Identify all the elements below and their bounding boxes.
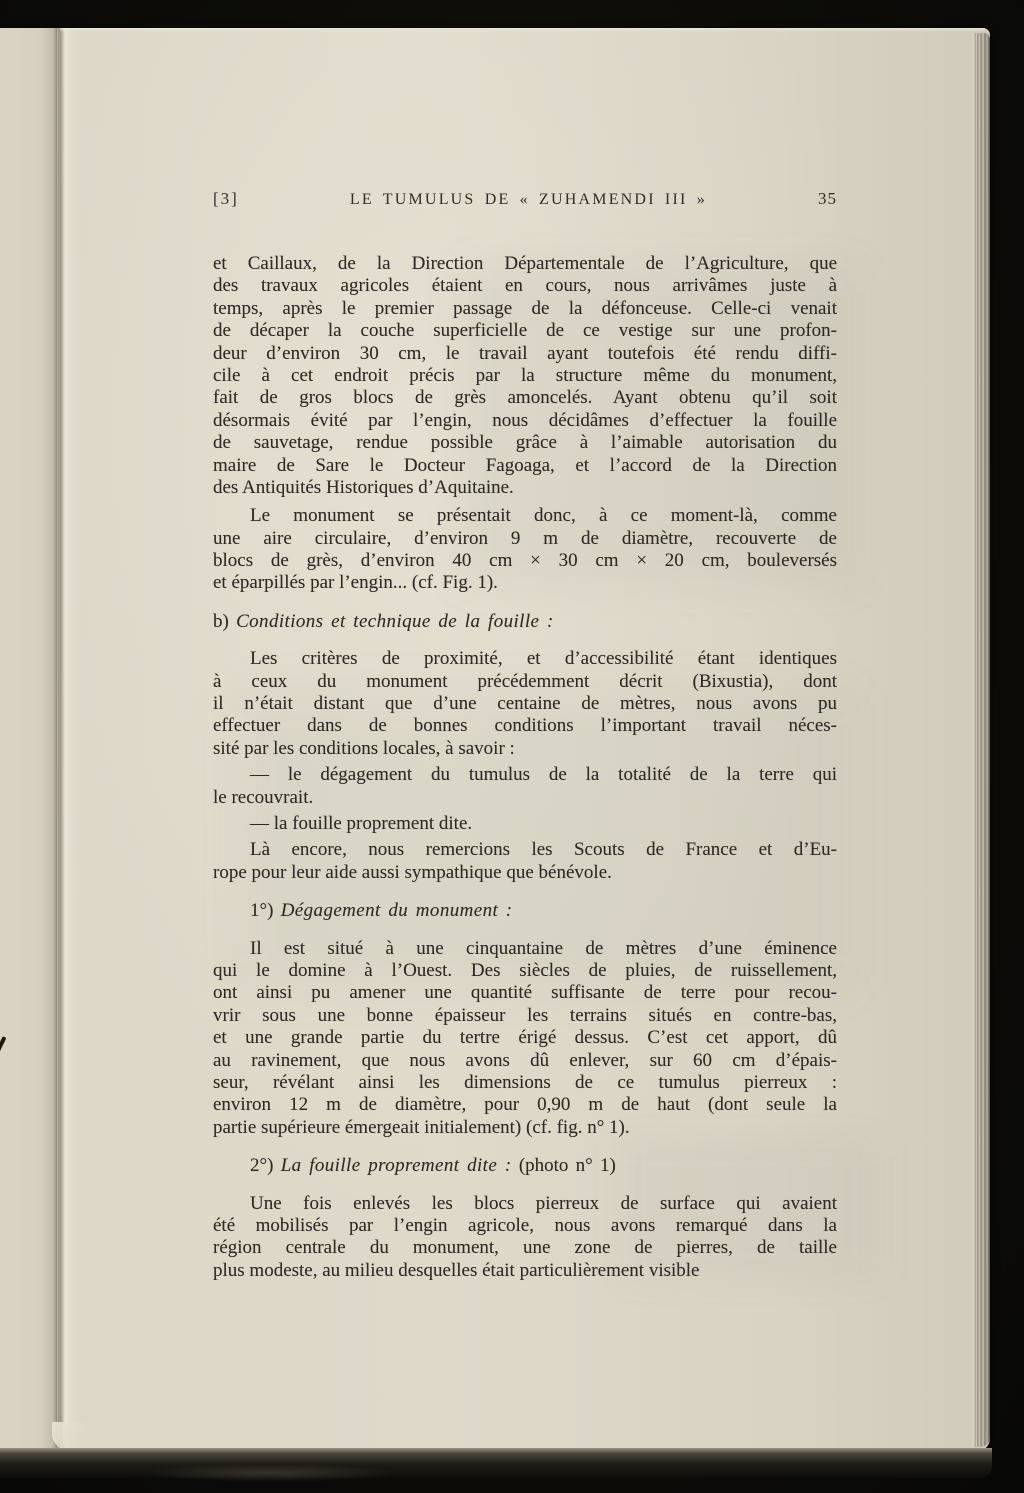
heading-italic-text: La fouille proprement dite :: [280, 1155, 512, 1177]
text-line: le recouvrait.: [213, 786, 314, 808]
text-line: Les critères de proximité, et d’accessibilité étant identiques: [250, 648, 837, 670]
paragraph: [213, 813, 837, 835]
text-line: — la fouille proprement dite.: [250, 813, 473, 834]
text-line: Il est situé à une cinquantaine de mètres d’une éminence: [250, 937, 837, 959]
text-line: fait de gros blocs de grès amoncelés. Ayant obtenu qu’il soit: [213, 387, 837, 409]
text-line: et une grande partie du tertre érigé dessus. C’est cet apport, dû: [213, 1027, 837, 1049]
paragraph: [213, 253, 837, 499]
text-line: partie supérieure émergeait initialement) (cf. fig. n° 1).: [213, 1116, 630, 1138]
text-line: sité par les conditions locales, à savoir :: [213, 737, 515, 759]
running-header: [213, 189, 837, 209]
text-line: de sauvetage, rendue possible grâce à l’aimable autorisation du: [213, 432, 837, 454]
text-line: effectuer dans de bonnes conditions l’important travail néces-: [213, 715, 837, 737]
heading-enumerator: 2°): [250, 1155, 281, 1177]
heading-italic-text: Conditions et technique de la fouille :: [236, 610, 554, 632]
paragraph: [213, 839, 837, 884]
text-column: [213, 247, 837, 1282]
text-line: été mobilisés par l’engin agricole, nous avons remarqué dans la: [213, 1214, 837, 1236]
text-line: Une fois enlevés les blocs pierreux de surface qui avaient: [250, 1192, 837, 1214]
text-line: à ceux du monument précédemment décrit (Bixustia), dont: [213, 670, 837, 692]
text-line: environ 12 m de diamètre, pour 0,90 m de haut (dont seule la: [213, 1094, 837, 1116]
text-line: des Antiquités Historiques d’Aquitaine.: [213, 476, 514, 498]
text-line: maire de Sare le Docteur Fagoaga, et l’accord de la Direction: [213, 454, 837, 476]
text-line: rope pour leur aide aussi sympathique que bénévole.: [213, 861, 612, 883]
text-line: deur d’environ 30 cm, le travail ayant toutefois été rendu diffi-: [213, 342, 837, 364]
text-line: au ravinement, que nous avons dû enlever, sur 60 cm d’épais-: [213, 1049, 837, 1071]
cover-sheen: [140, 1464, 400, 1482]
text-line: de décaper la couche superficielle de ce vestige sur une profon-: [213, 320, 837, 342]
section-heading: [213, 1155, 837, 1177]
page-top-edge: [60, 28, 985, 32]
page-edge-stack: [972, 33, 990, 1447]
header-title: LE TUMULUS DE « ZUHAMENDI III »: [349, 191, 707, 208]
text-line: — le dégagement du tumulus de la totalité de la terre qui: [250, 764, 837, 786]
text-line: et Caillaux, de la Direction Départementale de l’Agriculture, que: [213, 253, 837, 274]
header-section-number: [3]: [213, 189, 239, 208]
heading-roman-text: (photo n° 1): [511, 1155, 616, 1177]
text-line: temps, après le premier passage de la défonceuse. Celle-ci venait: [213, 297, 837, 319]
paragraph: [213, 648, 837, 760]
text-line: une aire circulaire, d’environ 9 m de diamètre, recouverte de: [213, 527, 837, 549]
text-line: région centrale du monument, une zone de pierres, de taille: [213, 1237, 837, 1259]
paragraph: [213, 764, 837, 809]
section-heading: [213, 900, 837, 922]
text-line: qui le domine à l’Ouest. Des siècles de pluies, de ruissellement,: [213, 959, 837, 981]
paragraph: [213, 938, 837, 1140]
text-line: Là encore, nous remercions les Scouts de France et d’Eu-: [250, 839, 837, 861]
gutter-fold: [55, 28, 81, 1452]
heading-enumerator: b): [213, 610, 237, 632]
paragraph: [213, 1193, 837, 1283]
text-line: désormais évité par l’engin, nous décidâmes d’effectuer la fouille: [213, 409, 837, 431]
text-line: cile à cet endroit précis par la structure même du monument,: [213, 364, 837, 386]
text-line: vrir sous une bonne épaisseur les terrains situés en contre-bas,: [213, 1004, 837, 1026]
text-line: il n’était distant que d’une centaine de mètres, nous avons pu: [213, 693, 837, 715]
text-line: blocs de grès, d’environ 40 cm × 30 cm × 20 cm, bouleversés: [213, 550, 837, 572]
paragraph: [213, 505, 837, 595]
text-line: des travaux agricoles étaient en cours, nous arrivâmes juste à: [213, 275, 837, 297]
heading-enumerator: 1°): [250, 900, 281, 922]
heading-italic-text: Dégagement du monument :: [280, 900, 513, 922]
text-line: plus modeste, au milieu desquelles était particulièrement visible: [213, 1259, 700, 1281]
text-line: ont ainsi pu amener une quantité suffisante de terre pour recou-: [213, 982, 837, 1004]
header-page-number: 35: [818, 189, 837, 208]
text-line: seur, révélant ainsi les dimensions de ce tumulus pierreux :: [213, 1071, 837, 1093]
facing-page-edge: [0, 28, 57, 1458]
text-line: et éparpillés par l’engin... (cf. Fig. 1).: [213, 572, 498, 594]
section-heading: [213, 611, 837, 633]
text-line: Le monument se présentait donc, à ce moment-là, comme: [250, 505, 837, 527]
